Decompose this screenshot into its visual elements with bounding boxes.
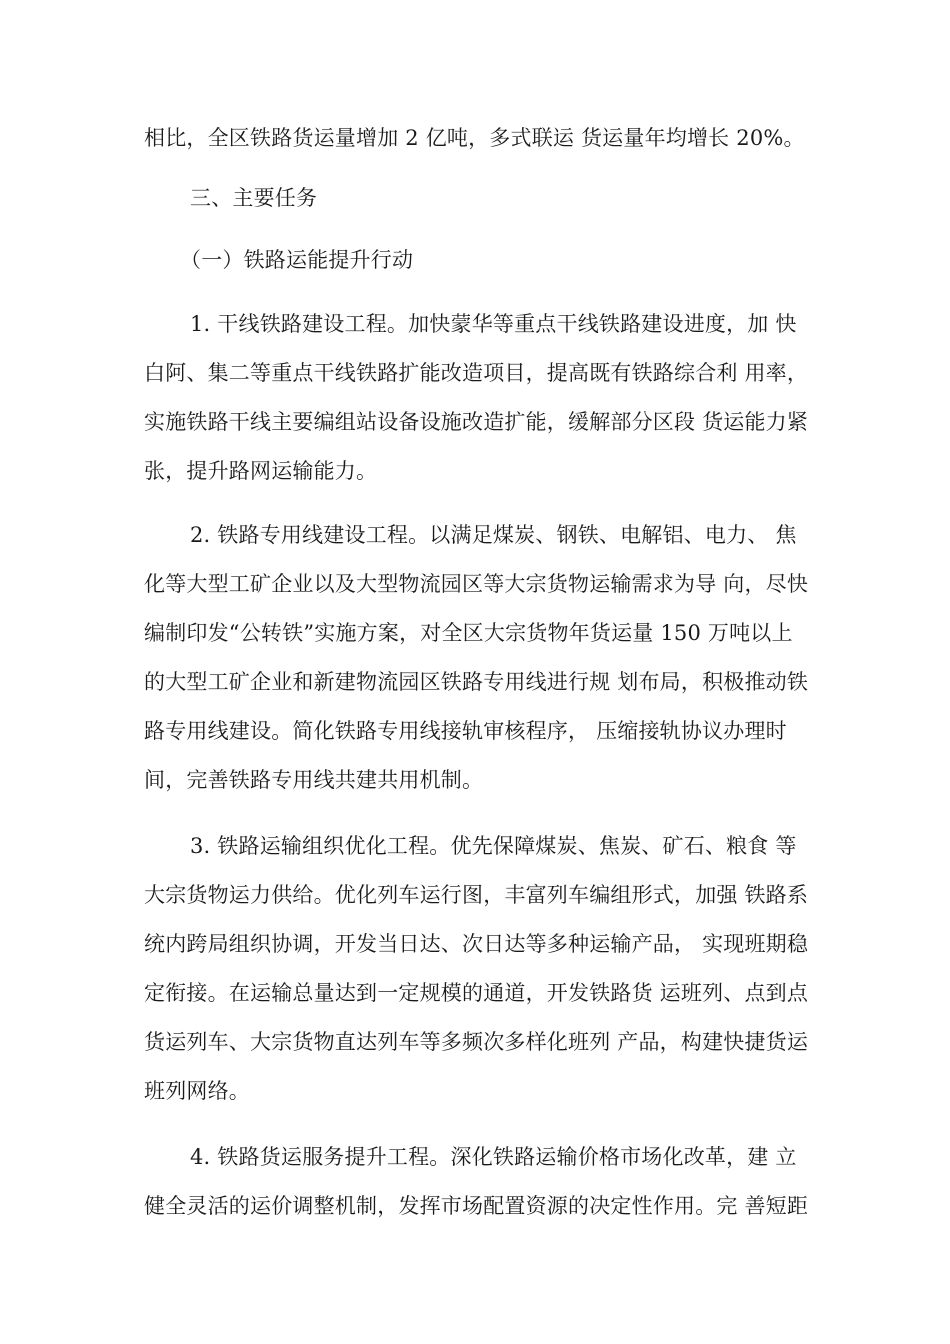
paragraph-3-line-6: 班列网络。 bbox=[144, 1079, 250, 1103]
paragraph-2-line-6: 间，完善铁路专用线共建共用机制。 bbox=[144, 768, 484, 792]
paragraph-1-line-3: 实施铁路干线主要编组站设备设施改造扩能，缓解部分区段 货运能力紧 bbox=[144, 410, 809, 434]
paragraph-3-line-5: 货运列车、大宗货物直达列车等多频次多样化班列 产品，构建快捷货运 bbox=[144, 1030, 809, 1054]
paragraph-2-line-1: 2. 铁路专用线建设工程。以满足煤炭、钢铁、电解铝、电力、 焦 bbox=[190, 523, 797, 547]
paragraph-3-line-3: 统内跨局组织协调，开发当日达、次日达等多种运输产品， 实现班期稳 bbox=[144, 932, 809, 956]
paragraph-1-line-2: 白阿、集二等重点干线铁路扩能改造项目，提高既有铁路综合利 用率， bbox=[144, 361, 809, 385]
paragraph-2-line-2: 化等大型工矿企业以及大型物流园区等大宗货物运输需求为导 向，尽快 bbox=[144, 572, 809, 596]
paragraph-4-line-2: 健全灵活的运价调整机制，发挥市场配置资源的决定性作用。完 善短距 bbox=[144, 1194, 809, 1218]
paragraph-3-line-1: 3. 铁路运输组织优化工程。优先保障煤炭、焦炭、矿石、粮食 等 bbox=[190, 834, 797, 858]
intro-line: 相比，全区铁路货运量增加 2 亿吨，多式联运 货运量年均增长 20%。 bbox=[144, 126, 805, 150]
paragraph-4-line-1: 4. 铁路货运服务提升工程。深化铁路运输价格市场化改革，建 立 bbox=[190, 1145, 797, 1169]
paragraph-2-line-4: 的大型工矿企业和新建物流园区铁路专用线进行规 划布局，积极推动铁 bbox=[144, 670, 809, 694]
paragraph-2-line-3: 编制印发“公转铁”实施方案，对全区大宗货物年货运量 150 万吨以上 bbox=[144, 621, 793, 645]
paragraph-3-line-2: 大宗货物运力供给。优化列车运行图，丰富列车编组形式，加强 铁路系 bbox=[144, 883, 809, 907]
section-title: 三、主要任务 bbox=[190, 186, 318, 210]
paragraph-1-line-4: 张，提升路网运输能力。 bbox=[144, 459, 378, 483]
paragraph-3-line-4: 定衔接。在运输总量达到一定规模的通道，开发铁路货 运班列、点到点 bbox=[144, 981, 809, 1005]
paragraph-1-line-1: 1. 干线铁路建设工程。加快蒙华等重点干线铁路建设进度，加 快 bbox=[190, 312, 797, 336]
subsection-title: （一）铁路运能提升行动 bbox=[180, 248, 414, 272]
paragraph-2-line-5: 路专用线建设。简化铁路专用线接轨审核程序， 压缩接轨协议办理时 bbox=[144, 719, 787, 743]
